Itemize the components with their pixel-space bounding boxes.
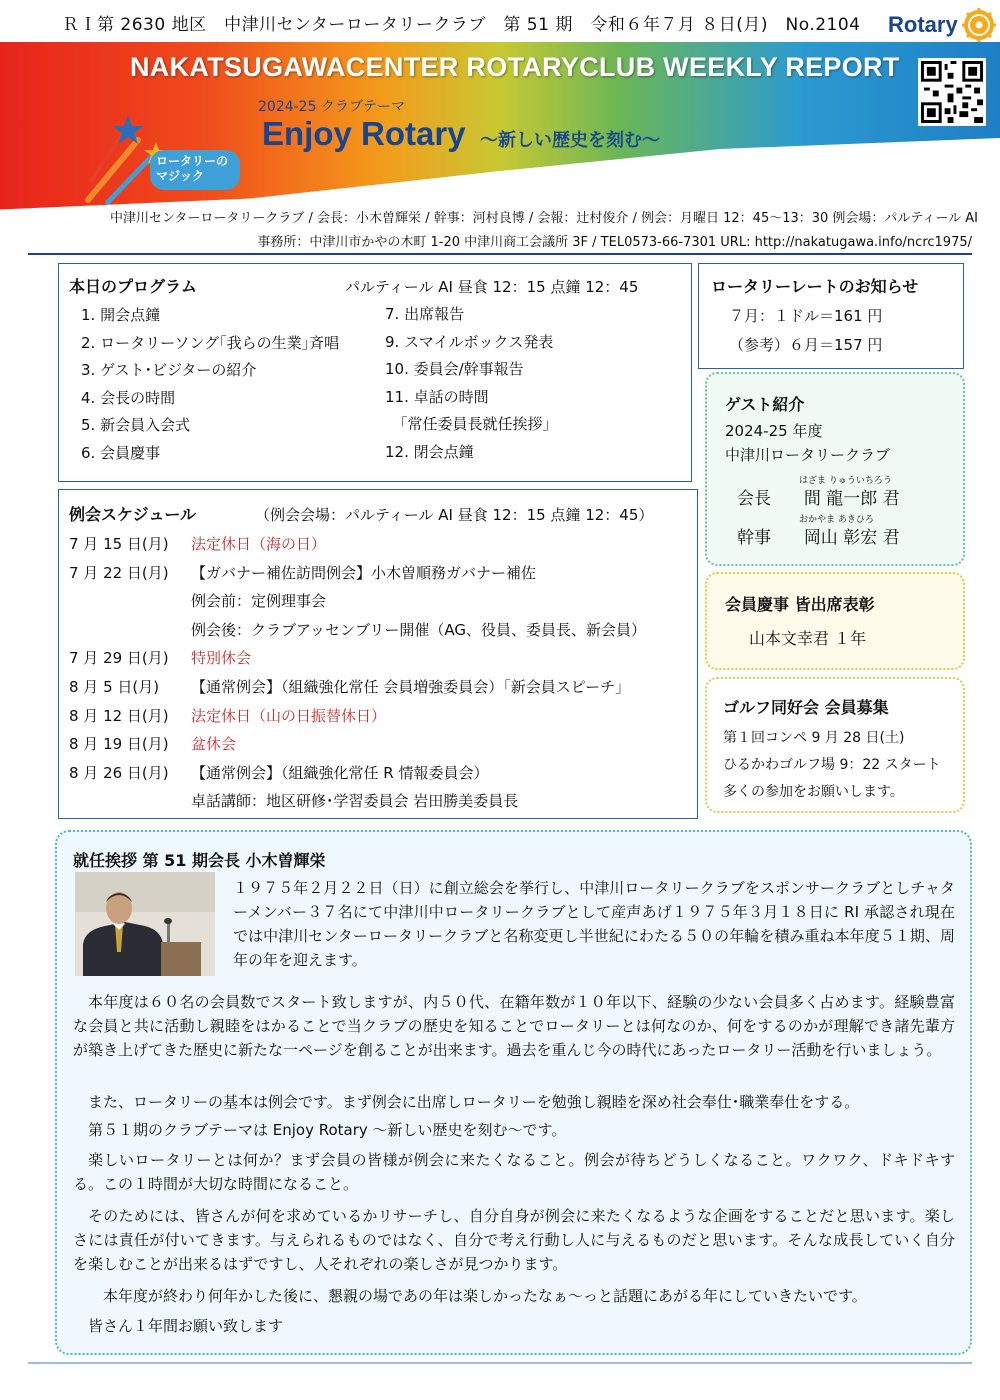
- program-venue: パルティール AI 昼食 12：15 点鐘 12：45: [345, 278, 639, 296]
- greeting-paragraph: 第５１期のクラブテーマは Enjoy Rotary ～新しい歴史を刻む～です。: [88, 1121, 567, 1139]
- schedule-text: 法定休日（山の日振替休日）: [191, 706, 387, 725]
- banner-title: NAKATSUGAWACENTER ROTARYCLUB WEEKLY REPORT: [130, 52, 900, 82]
- anniversary-box: [705, 572, 965, 670]
- schedule-text: 特別休会: [191, 649, 252, 668]
- schedule-venue: （例会会場：パルティール AI 昼食 12：15 点鐘 12：45）: [255, 506, 654, 524]
- schedule-row: [69, 644, 646, 673]
- magic-badge-line1: ロータリーの: [156, 154, 229, 168]
- rotary-logo: [888, 8, 996, 42]
- guest-president-name: 間 龍一郎 君: [803, 489, 900, 509]
- rate-heading: ロータリーレートのお知らせ: [711, 277, 919, 296]
- magic-badge-line2: マジック: [156, 169, 205, 183]
- program-item: 9. スマイルボックス発表: [385, 332, 554, 351]
- rotary-wheel-icon: [962, 8, 996, 42]
- rate-reference: （参考）６月＝157 円: [729, 336, 883, 354]
- program-item: 7. 出席報告: [385, 305, 465, 323]
- schedule-row: [69, 530, 646, 559]
- program-box: [58, 263, 692, 482]
- schedule-text: 卓話講師：地区研修･学習委員会 岩田勝美委員長: [191, 792, 519, 811]
- rate-current: ７月：１ドル＝161 円: [729, 307, 883, 325]
- greeting-paragraph: 本年度が終わり何年かした後に、懇親の場であの年は楽しかったなぁ～っと話題にあがる年にしていきたいです。: [103, 1287, 867, 1305]
- program-item: 6. 会員慶事: [81, 443, 161, 462]
- golf-heading: ゴルフ同好会 会員募集: [723, 698, 889, 717]
- schedule-row: [69, 587, 646, 616]
- schedule-date: 8 月 12 日(月): [69, 706, 169, 725]
- schedule-date: 8 月 5 日(月): [69, 677, 160, 696]
- schedule-date: 7 月 22 日(月): [69, 563, 169, 582]
- program-item: 2. ロータリーソング｢我らの生業｣斉唱: [81, 333, 340, 352]
- schedule-row: [69, 730, 646, 759]
- schedule-row: [69, 787, 646, 816]
- program-item: 11. 卓話の時間: [385, 387, 489, 406]
- president-photo: [75, 872, 215, 976]
- schedule-text: 【通常例会】（組織強化常任 会員増強委員会）「新会員スピーチ」: [191, 677, 631, 696]
- program-item: 3. ゲスト･ビジターの紹介: [81, 361, 257, 379]
- anniversary-line: 山本文幸君 １年: [749, 629, 867, 648]
- program-item: 5. 新会員入会式: [81, 416, 191, 434]
- greeting-box: [55, 830, 972, 1355]
- schedule-text: 【ガバナー補佐訪問例会】小木曽順務ガバナー補佐: [191, 563, 537, 582]
- schedule-date: 7 月 29 日(月): [69, 649, 169, 668]
- guest-year: 2024-25 年度: [725, 422, 823, 440]
- club-info-line1: 中津川センターロータリークラブ / 会長：小木曽輝栄 / 幹事：河村良博 / 会報：辻村俊介 / 例会：月曜日 12：45～13：30 例会場：パルティール AI: [109, 211, 978, 226]
- schedule-text: 例会前：定例理事会: [191, 592, 327, 611]
- schedule-row: [69, 559, 646, 588]
- footer-divider: [28, 1362, 972, 1364]
- golf-line: 多くの参加をお願いします。: [723, 784, 904, 800]
- issue-line: ＲＩ第 2630 地区 中津川センターロータリークラブ 第 51 期 令和６年７月 ８日(月) No.2104: [62, 15, 861, 35]
- schedule-row: [69, 673, 646, 702]
- greeting-paragraph: １９７５年２月２２日（日）に創立総会を挙行し、中津川ロータリークラブをスポンサークラブとしチャターメンバー３７名にて中津川中ロータリークラブとして産声あげ１９７５年３月１８日に RI 承認され現在では中津川センターロータリークラブと名称変更し半世紀にわたる５０の年輪を積み重ね本年度５１期、周年の年を迎えます。: [233, 879, 955, 969]
- schedule-row: [69, 702, 646, 731]
- program-left-list: [81, 302, 339, 467]
- guest-president-ruby: はざま りゅういちろう: [799, 476, 892, 486]
- program-item: 4. 会長の時間: [81, 388, 176, 407]
- club-info-line2: 事務所：中津川市かやの木町 1-20 中津川商工会議所 3F / TEL0573-66-7301 URL: http://nakatugawa.info/ncrc1975/: [257, 235, 972, 250]
- schedule-text: 例会後：クラブアッセンブリー開催（AG、役員、委員長、新会員）: [191, 620, 646, 639]
- golf-line: 第１回コンペ 9 月 28 日(土): [723, 730, 905, 746]
- schedule-row: [69, 616, 646, 645]
- schedule-box: [58, 489, 698, 819]
- guest-box: [705, 372, 965, 566]
- guest-president-role: 会長: [737, 489, 771, 509]
- greeting-paragraph: 本年度は６０名の会員数でスタート致しますが、内５０代、在籍年数が１０年以下、経験の少ない会員多く占めます。経験豊富な会員と共に活動し親睦をはかることで当クラブの歴史を知ることでロータリーとは何なのか、何をするのかが理解でき諸先輩方が築き上げてきた歴史に新たな一ページを創ることが出来ます。過去を重んじ今の時代にあったロータリー活動を行いましょう。: [73, 993, 955, 1059]
- rotary-wordmark: Rotary: [888, 12, 958, 37]
- rate-box: [698, 263, 964, 369]
- schedule-row: [69, 759, 646, 788]
- greeting-paragraph: また、ロータリーの基本は例会です。まず例会に出席しロータリーを勉強し親睦を深め社会奉仕･職業奉仕をする。: [88, 1093, 860, 1111]
- header-divider: [28, 253, 972, 255]
- golf-line: ひるかわゴルフ場 9：22 スタート: [723, 757, 941, 773]
- theme-subtitle: ～新しい歴史を刻む～: [480, 130, 660, 151]
- program-item: 12. 閉会点鐘: [385, 442, 474, 461]
- guest-club: 中津川ロータリークラブ: [725, 446, 891, 464]
- schedule-date: 7 月 15 日(月): [69, 535, 169, 553]
- schedule-text: 【通常例会】（組織強化常任 R 情報委員会）: [191, 763, 489, 782]
- program-heading: 本日のプログラム: [69, 277, 197, 296]
- magic-badge: [150, 150, 240, 190]
- anniversary-heading: 会員慶事 皆出席表彰: [725, 595, 875, 614]
- schedule-text: 法定休日（海の日）: [191, 535, 327, 553]
- qr-code-icon[interactable]: [918, 58, 986, 126]
- schedule-date: 8 月 19 日(月): [69, 735, 169, 754]
- greeting-paragraph: そのためには、皆さんが何を求めているかリサーチし、自分自身が例会に来たくなるような企画をすることだと思います。楽しさには責任が付いてきます。与えられるものではなく、自分で考え行動し人に与えるものだと思います。そんな成長していく自分を楽しむことが出来るはずですし、人それぞれの楽しさが見つかります。: [73, 1207, 955, 1273]
- program-item: 10. 委員会/幹事報告: [385, 360, 524, 378]
- greeting-paragraph: 皆さん１年間お願い致します: [88, 1317, 284, 1335]
- schedule-date: 8 月 26 日(月): [69, 763, 169, 782]
- guest-secretary-name: 岡山 彰宏 君: [803, 528, 900, 548]
- schedule-list: [69, 530, 646, 816]
- guest-secretary-role: 幹事: [737, 528, 771, 548]
- program-item: 1. 開会点鐘: [81, 306, 161, 324]
- golf-box: [705, 677, 965, 813]
- theme-title: Enjoy Rotary: [262, 115, 466, 152]
- program-right-list: [385, 301, 558, 466]
- guest-secretary-ruby: おかやま あきひろ: [799, 515, 874, 525]
- program-item: 「常任委員長就任挨拶」: [385, 415, 558, 433]
- schedule-heading: 例会スケジュール: [69, 505, 197, 524]
- greeting-title: 就任挨拶 第 51 期会長 小木曽輝栄: [73, 851, 326, 870]
- greeting-paragraph: 楽しいロータリーとは何か？まず会員の皆様が例会に来たくなること。例会が待ちどうしくなること。ワクワク、ドキドキする。この１時間が大切な時間になること。: [73, 1151, 955, 1193]
- guest-heading: ゲスト紹介: [725, 395, 805, 414]
- theme-year: 2024-25 クラブテーマ: [258, 99, 405, 115]
- schedule-text: 盆休会: [191, 735, 237, 754]
